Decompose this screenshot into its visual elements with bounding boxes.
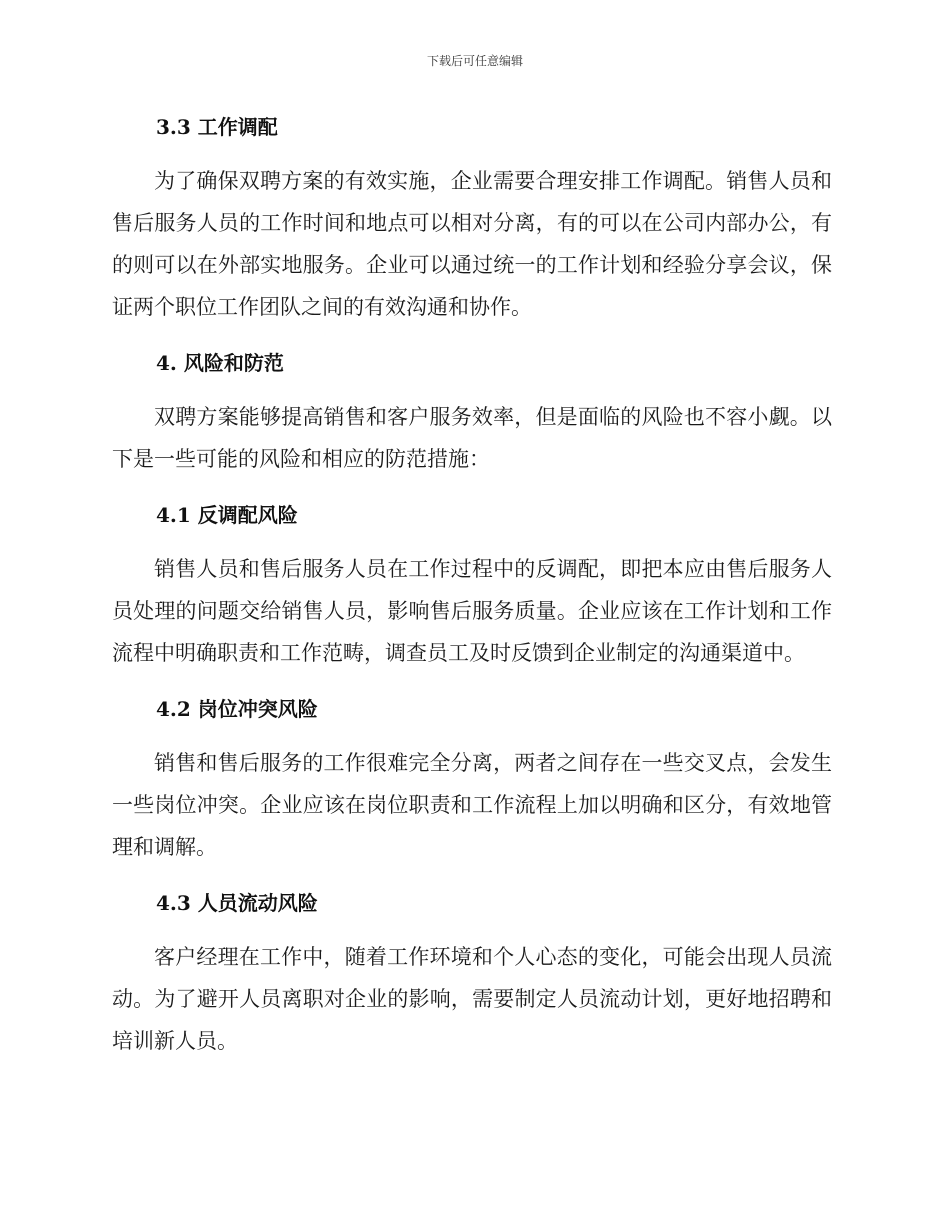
section-4-2 xyxy=(112,692,832,886)
section-4 xyxy=(112,346,832,498)
section-heading: 4.2 岗位冲突风险 xyxy=(156,697,318,721)
paragraph: 客户经理在工作中，随着工作环境和个人心态的变化，可能会出现人员流动。为了避开人员离职对企业的影响，需要制定人员流动计划，更好地招聘和培训新人员。 xyxy=(112,945,832,1053)
section-heading: 4.1 反调配风险 xyxy=(156,503,298,527)
section-3-3 xyxy=(112,110,832,346)
section-heading: 4. 风险和防范 xyxy=(156,351,284,375)
document-body xyxy=(112,110,832,1062)
section-heading: 4.3 人员流动风险 xyxy=(156,891,318,915)
paragraph: 销售人员和售后服务人员在工作过程中的反调配，即把本应由售后服务人员处理的问题交给销售人员，影响售后服务质量。企业应该在工作计划和工作流程中明确职责和工作范畴，调查员工及时反馈到企业制定的沟通渠道中。 xyxy=(112,557,832,665)
section-4-3 xyxy=(112,886,832,1062)
section-4-1 xyxy=(112,498,832,692)
paragraph: 为了确保双聘方案的有效实施，企业需要合理安排工作调配。销售人员和售后服务人员的工作时间和地点可以相对分离，有的可以在公司内部办公，有的则可以在外部实地服务。企业可以通过统一的工作计划和经验分享会议，保证两个职位工作团队之间的有效沟通和协作。 xyxy=(112,169,832,319)
paragraph: 销售和售后服务的工作很难完全分离，两者之间存在一些交叉点，会发生一些岗位冲突。企业应该在岗位职责和工作流程上加以明确和区分，有效地管理和调解。 xyxy=(112,751,832,859)
section-heading: 3.3 工作调配 xyxy=(156,115,278,139)
paragraph: 双聘方案能够提高销售和客户服务效率，但是面临的风险也不容小觑。以下是一些可能的风险和相应的防范措施： xyxy=(112,405,832,471)
page-header: 下载后可任意编辑 xyxy=(426,54,523,68)
